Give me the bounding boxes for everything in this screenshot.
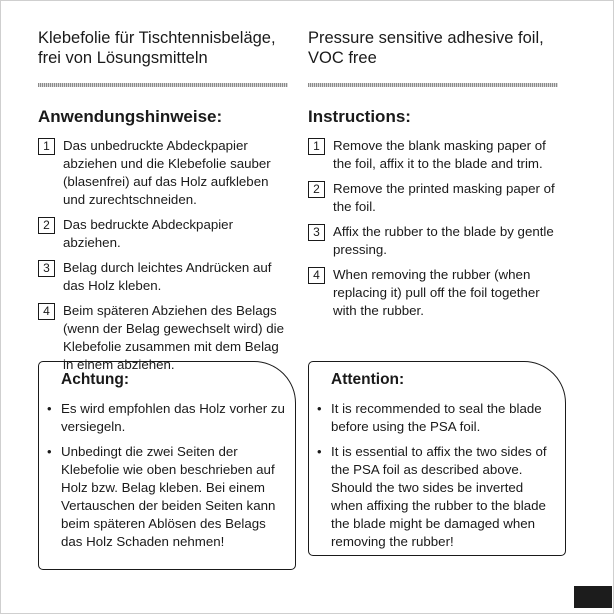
step-number-box: 1 xyxy=(308,138,325,155)
english-section-title: Instructions: xyxy=(308,107,411,126)
step-number-box: 2 xyxy=(38,217,55,234)
german-column xyxy=(38,28,288,381)
step-text: Affix the rubber to the blade by gentle pressing. xyxy=(333,224,554,257)
bullet-icon: • xyxy=(47,444,52,459)
english-attention-title: Attention: xyxy=(331,371,405,388)
attention-bullet xyxy=(47,400,287,436)
step-text: Belag durch leichtes Andrücken auf das Holz kleben. xyxy=(63,260,272,293)
step-text: Remove the blank masking paper of the foil, affix it to the blade and trim. xyxy=(333,138,546,171)
step-text: Das unbedruckte Abdeckpapier abziehen und die Klebefolie sauber (blasenfrei) auf das Holz aufkleben und zurechtschneiden. xyxy=(63,138,271,207)
english-column xyxy=(308,28,558,327)
bullet-icon: • xyxy=(47,401,52,416)
german-step xyxy=(38,216,288,252)
german-steps-list xyxy=(38,137,288,374)
german-attention-title: Achtung: xyxy=(61,371,130,388)
bullet-text: It is essential to affix the two sides of the PSA foil as described above. Should the two sides be inverted when affixing the rubber to the blade the blade might be damaged when removing the rubber! xyxy=(331,444,547,549)
german-step xyxy=(38,137,288,209)
english-step xyxy=(308,137,558,173)
german-attention-box xyxy=(38,361,296,570)
english-step xyxy=(308,266,558,320)
english-attention-box xyxy=(308,361,566,556)
english-step xyxy=(308,223,558,259)
step-text: Beim späteren Abziehen des Belags (wenn der Belag gewechselt wird) die Klebefolie zusammen mit dem Belag in einem abziehen. xyxy=(63,303,284,372)
bullet-icon: • xyxy=(317,444,322,459)
step-number-box: 4 xyxy=(308,267,325,284)
bullet-text: Unbedingt die zwei Seiten der Klebefolie wie oben beschrieben auf Holz bzw. Belag kleben. Bei einem Vertauschen der beiden Seiten kann beim späteren Ablösen des Belags das Holz Schaden nehmen! xyxy=(61,444,276,549)
step-number-box: 4 xyxy=(38,303,55,320)
page-corner-mark xyxy=(574,586,612,608)
step-number-box: 1 xyxy=(38,138,55,155)
attention-bullet xyxy=(317,400,557,436)
bullet-text: It is recommended to seal the blade before using the PSA foil. xyxy=(331,401,542,434)
attention-bullet xyxy=(317,443,557,551)
attention-bullet xyxy=(47,443,287,551)
header-rule xyxy=(38,83,288,87)
bullet-text: Es wird empfohlen das Holz vorher zu versiegeln. xyxy=(61,401,285,434)
step-number-box: 3 xyxy=(38,260,55,277)
german-step xyxy=(38,259,288,295)
german-attention-list xyxy=(47,400,287,551)
english-step xyxy=(308,180,558,216)
english-steps-list xyxy=(308,137,558,320)
step-number-box: 2 xyxy=(308,181,325,198)
german-section-title: Anwendungshinweise: xyxy=(38,107,223,126)
german-header: Klebefolie für Tischtennisbeläge, frei von Lösungsmitteln xyxy=(38,29,276,67)
step-text: When removing the rubber (when replacing it) pull off the foil together with the rubber. xyxy=(333,267,540,318)
bullet-icon: • xyxy=(317,401,322,416)
step-number-box: 3 xyxy=(308,224,325,241)
step-text: Das bedruckte Abdeckpapier abziehen. xyxy=(63,217,234,250)
english-header: Pressure sensitive adhesive foil, VOC free xyxy=(308,29,544,67)
header-rule xyxy=(308,83,558,87)
step-text: Remove the printed masking paper of the foil. xyxy=(333,181,555,214)
english-attention-list xyxy=(317,400,557,551)
